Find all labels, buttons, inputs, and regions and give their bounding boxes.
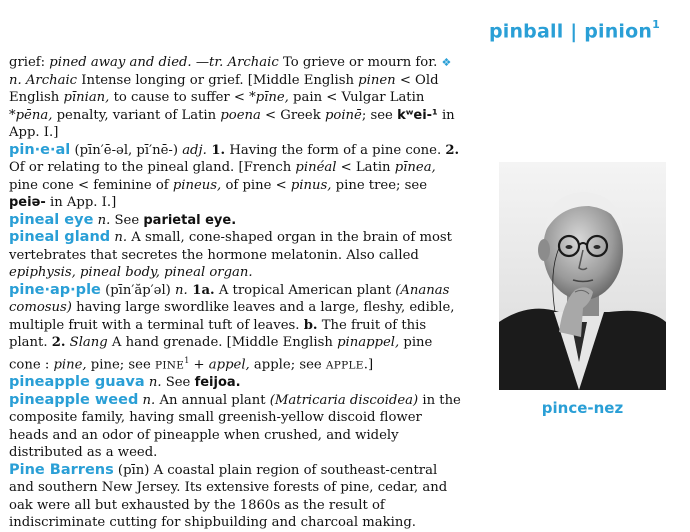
headword: Pine Barrens xyxy=(9,461,114,478)
headword: pin·e·al xyxy=(9,141,71,158)
entry-pineapple-weed: pineapple weed n. An annual plant (Matricaria discoidea) in the composite family, having small greenish-yellow discoid flower heads and an odor of pineapple when crushed, and widely distributed as a weed. xyxy=(9,391,461,461)
cross-reference: parietal eye. xyxy=(143,212,237,228)
pince-nez-photo xyxy=(499,162,666,390)
headword: pine·ap·ple xyxy=(9,281,101,298)
figure-caption: pince-nez xyxy=(541,399,624,417)
cross-reference: peiə- xyxy=(9,195,46,210)
diamond-icon: ❖ xyxy=(441,56,452,69)
headword: pineal eye xyxy=(9,211,94,228)
entry-pineal-eye: pineal eye n. See parietal eye. xyxy=(9,211,237,228)
entry-pineapple: pine·ap·ple (pīn′ăp′əl) n. 1a. A tropical American plant (Ananas comosus) having large swordlike leaves and a large, fleshy, edible, multiple fruit with a terminal tuft of leaves. b. The fruit of this plant. 2. Slang A hand grenade. [Middle English pinappel, pine cone : pine, pine; see $PINE^1$ + appel, apple; see APPLE.] xyxy=(9,281,455,372)
entry-pineapple-guava: pineapple guava n. See feijoa. xyxy=(9,374,241,391)
running-head: pinball | pinion$^1$ xyxy=(488,18,660,43)
dictionary-text xyxy=(9,54,463,532)
headword: pineal gland xyxy=(9,229,111,245)
cross-reference: feijoa. xyxy=(194,375,241,391)
portrait-illustration xyxy=(499,162,666,390)
headword: pineapple guava xyxy=(9,374,145,391)
entry-pine-barrens: Pine Barrens (pīn) A coastal plain region of southeast-central and southern New Jersey. Its extensive forests of pine, cedar, and oak were all but exhausted by the 1860s as the result of indiscriminate cutting for shipbuilding and charcoal making. xyxy=(9,461,448,531)
entry-pineal: pin·e·al (pīn′ē-əl, pī′nē-) adj. 1. Having the form of a pine cone. 2. Of or relating to the pineal gland. [French pinéal < Latin pīnea, pine cone < feminine of pineus, of pine < pinus, pine tree; see peiə- in App. I.] xyxy=(9,141,460,210)
headword: pineapple weed xyxy=(9,391,139,408)
cross-reference: kʷei-¹ xyxy=(397,107,438,123)
entry-continuation: grief: pined away and died. —tr. Archaic To grieve or mourn for. ❖ n. Archaic Intense longing or grief. [Middle English pinen < Old English pīnian, to cause to suffer < *pīne, pain < Vulgar Latin *pēna, penalty, variant of Latin poena < Greek poinē; see kʷei-¹ in App. I.] xyxy=(9,55,455,140)
entry-pineal-gland: pineal gland n. A small, cone-shaped organ in the brain of most vertebrates that secretes the hormone melatonin. Also called epiphysis, pineal body, pineal organ. xyxy=(9,229,452,280)
